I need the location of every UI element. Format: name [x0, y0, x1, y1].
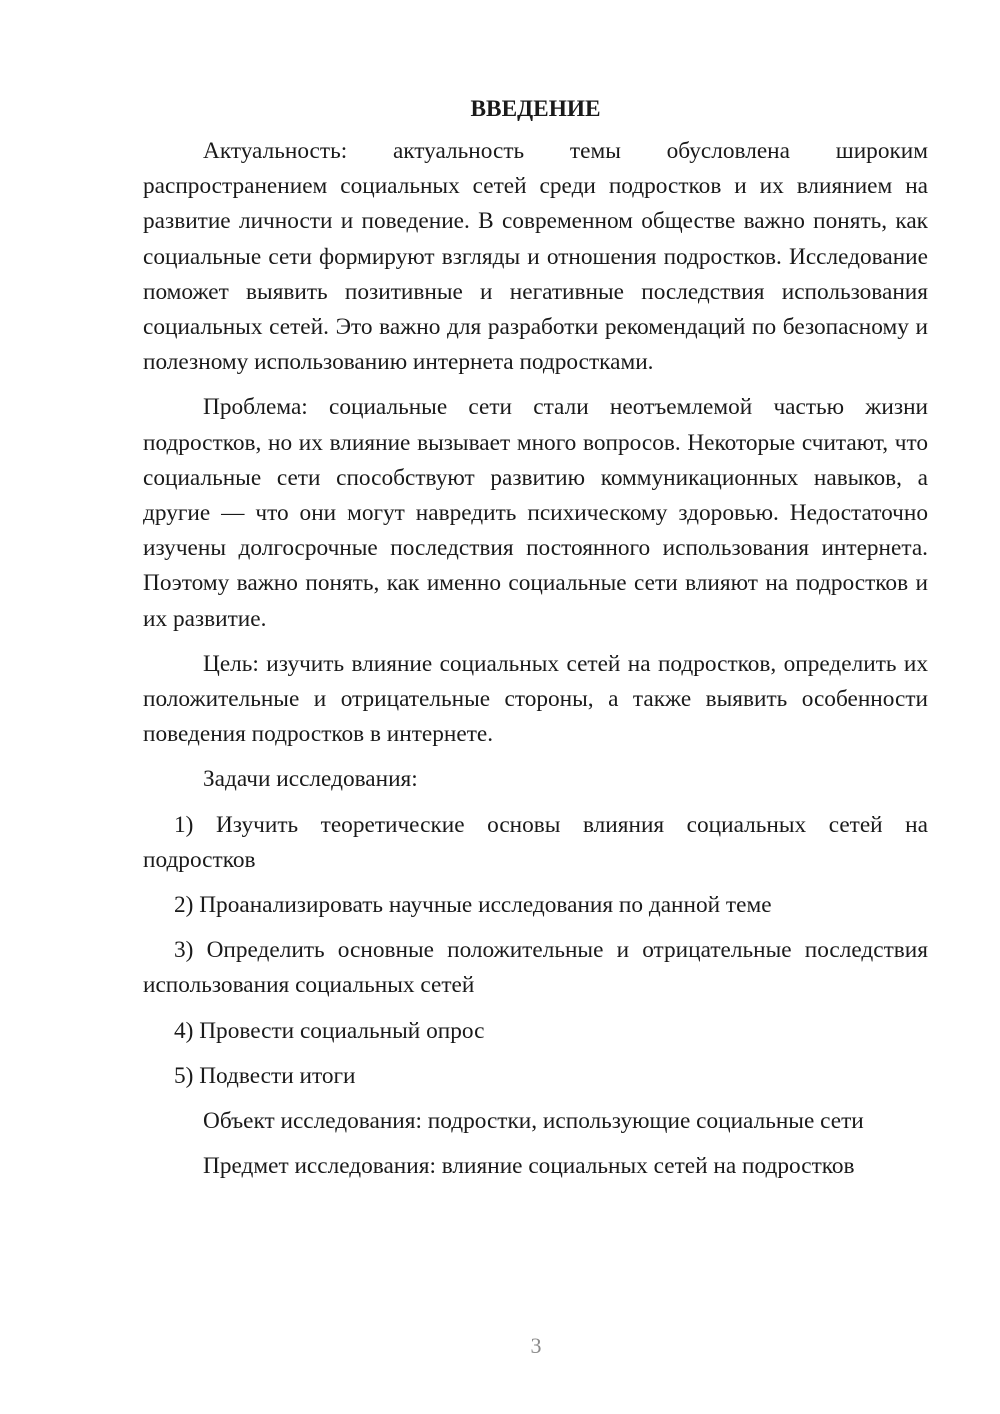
page-title: ВВЕДЕНИЕ — [470, 96, 601, 122]
list-item: 1) Изучить теоретические основы влияния социальных сетей на подростков — [143, 811, 928, 873]
list-item: 2) Проанализировать научные исследования по данной теме — [174, 892, 772, 919]
list-item: 3) Определить основные положительные и отрицательные последствия использования социальных сетей — [143, 937, 928, 999]
tasks-list — [143, 808, 928, 1094]
tasks-heading: Задачи исследования: — [203, 766, 418, 793]
paragraph-relevance: Актуальность: актуальность темы обусловлена широким распространением социальных сетей среди подростков и их влиянием на развитие личности и поведение. В современном обществе важно понять, как социальные сети формируют взгляды и отношения подростков. Исследование поможет выявить позитивные и негативные последствия использования социальных сетей. Это важно для разработки рекомендаций по безопасному и полезному использованию интернета подростками. — [143, 138, 928, 376]
document-page — [143, 92, 928, 1194]
list-item: 5) Подвести итоги — [174, 1062, 356, 1089]
research-object: Объект исследования: подростки, использующие социальные сети — [203, 1108, 864, 1135]
list-item: 4) Провести социальный опрос — [174, 1017, 485, 1044]
paragraph-problem: Проблема: социальные сети стали неотъемлемой частью жизни подростков, но их влияние вызывает много вопросов. Некоторые считают, что социальные сети способствуют развитию коммуникационных навыков, а другие — что они могут навредить психическому здоровью. Недостаточно изучены долгосрочные последствия постоянного использования интернета. Поэтому важно понять, как именно социальные сети влияют на подростков и их развитие. — [143, 394, 928, 632]
paragraph-goal: Цель: изучить влияние социальных сетей на подростков, определить их положительные и отрицательные стороны, а также выявить особенности поведения подростков в интернете. — [143, 650, 928, 748]
page-number: 3 — [530, 1333, 542, 1358]
research-subject: Предмет исследования: влияние социальных сетей на подростков — [203, 1153, 855, 1180]
